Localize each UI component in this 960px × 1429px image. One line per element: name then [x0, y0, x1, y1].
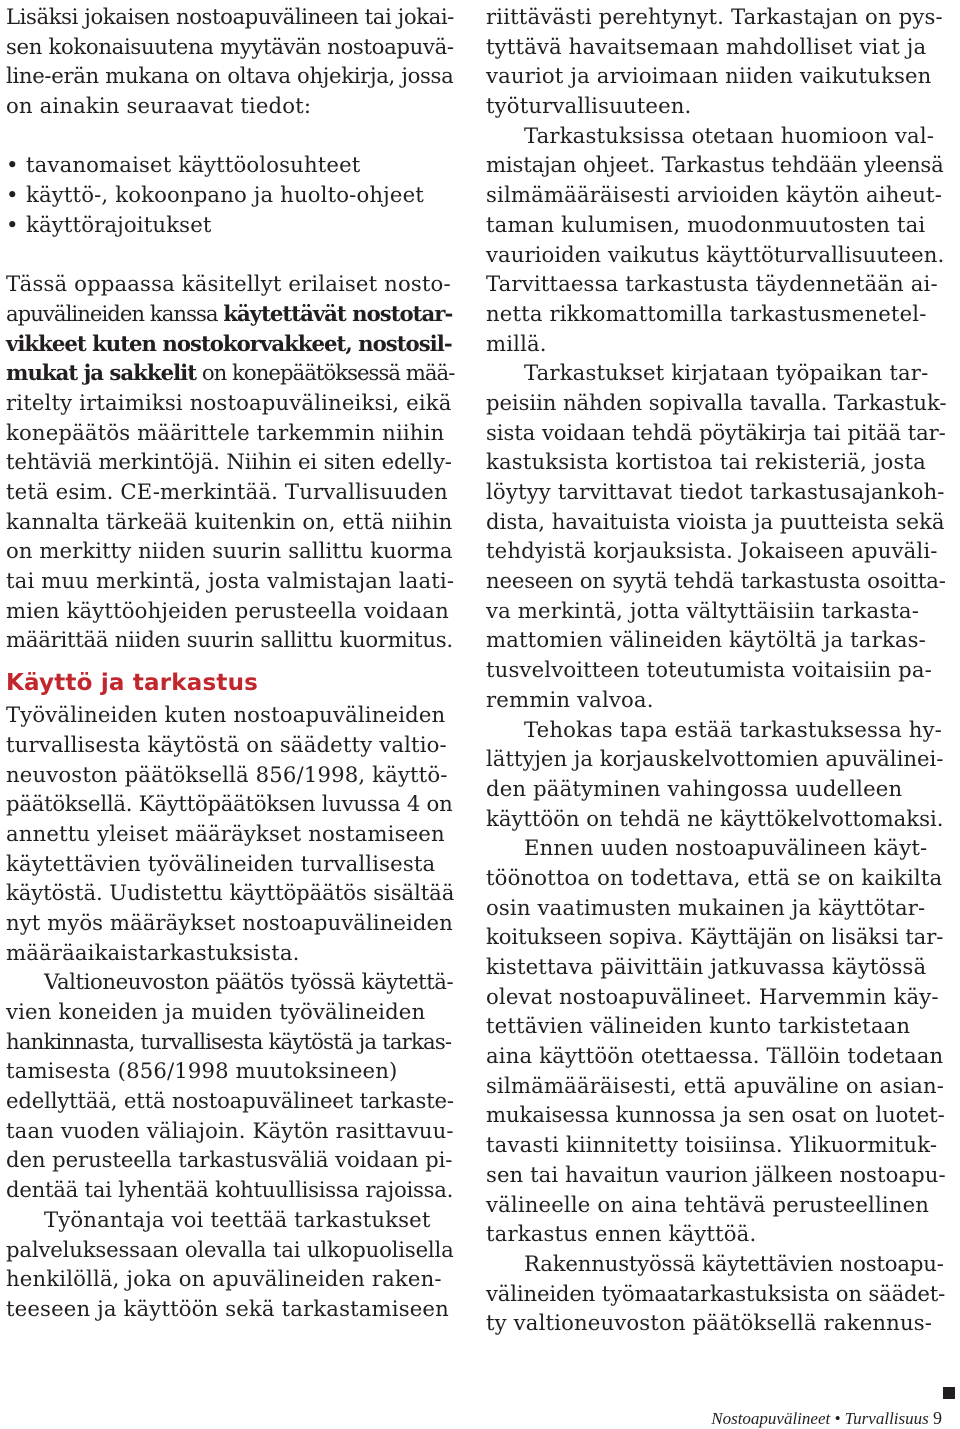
text-line: mattomien välineiden käytöltä ja tarkas-	[486, 627, 926, 653]
text-line: kistettava päivittäin jatkuvassa käytössä	[486, 954, 927, 979]
text-line: Tässä oppaassa käsitellyt erilaiset nosto-	[6, 271, 451, 297]
text-line: mistajan ohjeet. Tarkastus tehdään yleensä	[486, 152, 944, 178]
footer-title: Nostoapuvälineet • Turvallisuus	[711, 1409, 929, 1428]
text-line: tyttävä havaitsemaan mahdolliset viat ja	[486, 33, 927, 59]
text-line: töönottoa on todettava, että se on kaikilta	[486, 864, 943, 890]
text-line: vaurioiden vaikutus käyttöturvallisuuteen.	[486, 241, 945, 267]
end-of-article-square-icon	[943, 1387, 955, 1399]
left-column	[6, 2, 454, 1324]
text-line: va merkintä, jotta vältyttäisiin tarkasta-	[486, 597, 920, 623]
text-line: sen kokonaisuutena myytävän nostoapuvä-	[6, 33, 454, 59]
text-line: taan vuoden väliajoin. Käytön rasittavuu-	[6, 1117, 454, 1143]
text-line: ty valtioneuvoston päätöksellä rakennus-	[486, 1310, 933, 1336]
text-line: tetä esim. CE-merkintää. Turvallisuuden	[6, 479, 448, 504]
usage-regulation-paragraph	[6, 700, 454, 967]
recording-paragraph	[486, 358, 946, 714]
text-line: Valtioneuvoston päätös työssä käytettä-	[44, 969, 454, 995]
text-line: teeseen ja käyttöön sekä tarkastamiseen	[6, 1295, 449, 1321]
text-line: den päätyminen vahingossa uudelleen	[486, 775, 903, 801]
lifting-accessories-paragraph	[6, 269, 454, 655]
inspection-interval-paragraph	[6, 967, 454, 1205]
text-line: tai muu merkintä, josta valmistajan laati-	[6, 568, 455, 594]
text-line: millä.	[486, 330, 547, 356]
text-line: neuvoston päätöksellä 856/1998, käyttö-	[6, 761, 448, 787]
text-line: henkilöllä, joka on apuvälineiden raken-	[6, 1266, 442, 1292]
inspector-paragraph	[486, 2, 946, 121]
bullet-item: • käyttörajoitukset	[6, 210, 454, 240]
text-line: mukaisessa kunnossa ja sen osat on luotet-	[486, 1102, 945, 1128]
text-line: päätöksellä. Käyttöpäätöksen luvussa 4 on	[6, 791, 453, 817]
text-line: silmämääräisesti, että apuväline on asian-	[486, 1072, 945, 1098]
text-line: netta rikkomattomilla tarkastusmenetel-	[486, 300, 927, 326]
right-column	[486, 2, 946, 1338]
text-line: määräaikaistarkastuksista.	[6, 939, 300, 965]
text-line: tamisesta (856/1998 muutoksineen)	[6, 1058, 398, 1084]
text-line: olevat nostoapuvälineet. Harvemmin käy-	[486, 983, 939, 1009]
text-line: koitukseen sopiva. Käyttäjän on lisäksi tar-	[486, 924, 944, 950]
text-line: sista voidaan tehdä pöytäkirja tai pitää tar-	[486, 419, 946, 445]
construction-site-paragraph	[486, 1249, 946, 1338]
text-line: käytettävien työvälineiden turvallisesta	[6, 850, 436, 876]
text-line: vauriot ja arvioimaan niiden vaikutuksen	[486, 63, 932, 89]
bold-text-line: vikkeet kuten nostokorvakkeet, nostosil-	[6, 330, 452, 356]
text-line: kastuksista kortistoa tai rekisteriä, josta	[486, 449, 926, 475]
text-line: tarkastus ennen käyttöä.	[486, 1221, 757, 1247]
page-number: 9	[933, 1408, 942, 1428]
text-line: ritelty irtaimiksi nostoapuvälineiksi, eikä	[6, 389, 452, 415]
bullet-item: • käyttö-, kokoonpano ja huolto-ohjeet	[6, 180, 454, 210]
intro-paragraph	[6, 2, 454, 121]
text-line: aina käyttöön otettaessa. Tällöin todetaan	[486, 1043, 944, 1069]
text-line: Tarkastukset kirjataan työpaikan tar-	[524, 360, 929, 386]
text-line: turvallisesta käytöstä on säädetty valtio-	[6, 731, 447, 757]
text-line: den perusteella tarkastusväliä voidaan pi-	[6, 1147, 453, 1173]
text-line: dista, havaituista vioista ja puutteista sekä	[486, 508, 945, 534]
text-line: Tarvittaessa tarkastusta täydennetään ai-	[486, 271, 938, 297]
text-line: työturvallisuuteen.	[486, 93, 692, 119]
commissioning-paragraph	[486, 833, 946, 1249]
text-line: tehtäviä merkintöjä. Niihin ei siten edelly-	[6, 449, 452, 475]
section-heading: Käyttö ja tarkastus	[6, 670, 259, 697]
text-line: Työnantaja voi teettää tarkastukset	[44, 1206, 431, 1232]
bold-text-run: käytettävät nostotar-	[223, 300, 453, 326]
text-line: välineelle on aina tehtävä perusteellinen	[486, 1191, 930, 1217]
paragraph-gap	[6, 240, 454, 270]
text-line: riittävästi perehtynyt. Tarkastajan on pys-	[486, 4, 943, 29]
text-line: line-erän mukana on oltava ohjekirja, jossa	[6, 63, 454, 89]
text-line: osin vaatimusten mukainen ja käyttötar-	[486, 894, 926, 920]
text-line: remmin valvoa.	[486, 686, 654, 712]
text-line: määrittää niiden suurin sallittu kuormitus.	[6, 627, 453, 653]
text-line: vien koneiden ja muiden työvälineiden	[6, 999, 426, 1024]
heading-spacer	[6, 655, 454, 665]
text-line: Tarkastuksissa otetaan huomioon val-	[524, 122, 935, 148]
text-line: nyt myös määräykset nostoapuvälineiden	[6, 909, 453, 935]
text-line: tusvelvoitteen toteutumista voitaisiin pa-	[486, 657, 932, 683]
text-line: dentää tai lyhentää kohtuullisissa rajoissa.	[6, 1177, 454, 1203]
text-line: Tehokas tapa estää tarkastuksessa hy-	[524, 716, 942, 742]
text-line: Rakennustyössä käytettävien nostoapu-	[524, 1250, 944, 1276]
employer-paragraph	[6, 1205, 454, 1324]
text-line: löytyy tarvittavat tiedot tarkastusajankoh-	[486, 479, 945, 504]
text-line: annettu yleiset määräykset nostamiseen	[6, 820, 445, 846]
text-line: palveluksessaan olevalla tai ulkopuolisella	[6, 1236, 454, 1262]
text-line: tehdyistä korjauksista. Jokaiseen apuväli-	[486, 538, 938, 564]
inspection-method-paragraph	[486, 121, 946, 359]
text-line: on merkitty niiden suurin sallittu kuorma	[6, 538, 453, 564]
text-line: neeseen on syytä tehdä tarkastusta osoitta-	[486, 568, 946, 594]
text-run: apuvälineiden kanssa	[6, 300, 224, 326]
text-line: välineiden työmaatarkastuksista on säädet-	[486, 1280, 946, 1306]
text-line: Työvälineiden kuten nostoapuvälineiden	[6, 702, 446, 728]
text-line: hankinnasta, turvallisesta käytöstä ja tarkas-	[6, 1028, 452, 1054]
text-line	[6, 299, 454, 329]
text-line: tavasti kiinnitetty toisiinsa. Ylikuormituk-	[486, 1132, 938, 1158]
text-line: sen tai havaitun vaurion jälkeen nostoapu-	[486, 1161, 946, 1187]
text-line: taman kulumisen, muodonmuutosten tai	[486, 211, 926, 237]
text-line: mien käyttöohjeiden perusteella voidaan	[6, 597, 449, 623]
text-run: on konepäätöksessä mää-	[196, 360, 455, 386]
text-line: on ainakin seuraavat tiedot:	[6, 93, 312, 119]
bullet-item: • tavanomaiset käyttöolosuhteet	[6, 150, 454, 180]
text-line: silmämääräisesti arvioiden käytön aiheut-	[486, 182, 943, 208]
paragraph-gap	[6, 121, 454, 151]
text-line: Lisäksi jokaisen nostoapuvälineen tai jokai-	[6, 4, 454, 29]
bullet-list	[6, 150, 454, 239]
text-line: edellyttää, että nostoapuvälineet tarkaste-	[6, 1088, 454, 1114]
text-line: lättyjen ja korjauskelvottomien apuvälinei-	[486, 746, 944, 772]
text-line: käyttöön on tehdä ne käyttökelvottomaksi.	[486, 805, 944, 831]
text-line: peisiin nähden sopivalla tavalla. Tarkastuk-	[486, 389, 947, 415]
bold-text-run: mukat ja sakkelit	[6, 360, 197, 386]
text-line: käytöstä. Uudistettu käyttöpäätös sisältää	[6, 880, 455, 906]
text-line: tettävien välineiden kunto tarkistetaan	[486, 1013, 911, 1039]
page-footer	[711, 1408, 942, 1429]
text-line: Ennen uuden nostoapuvälineen käyt-	[524, 835, 928, 861]
text-line	[6, 358, 454, 388]
rejected-equipment-paragraph	[486, 715, 946, 834]
text-line: kannalta tärkeää kuitenkin on, että niihin	[6, 508, 453, 534]
text-line: konepäätös määrittele tarkemmin niihin	[6, 419, 445, 445]
